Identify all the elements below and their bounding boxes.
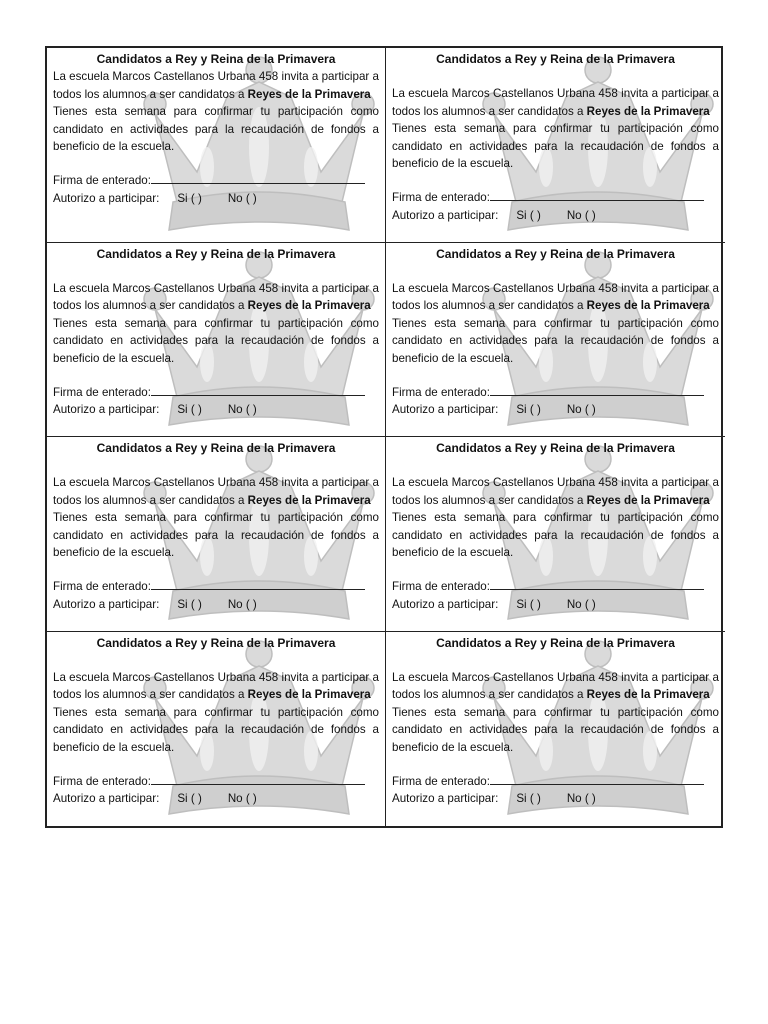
- invitation-card: [47, 632, 386, 827]
- invitation-card: [386, 437, 725, 632]
- yes-option[interactable]: Si ( ): [516, 792, 541, 806]
- yes-option[interactable]: Si ( ): [516, 403, 541, 417]
- no-option[interactable]: No ( ): [227, 597, 257, 611]
- card-body: La escuela Marcos Castellanos Urbana 458 invita a participar a todos los alumnos a ser candidatos a Reyes de la Primavera Tienes esta semana para confirmar tu participación como candidato en actividades para la recaudación de fondos a beneficio de la escuela.: [53, 70, 379, 154]
- yes-option[interactable]: Si ( ): [516, 597, 541, 611]
- no-option[interactable]: No ( ): [566, 597, 596, 611]
- no-option[interactable]: No ( ): [227, 792, 257, 806]
- card-title: Candidatos a Rey y Reina de la Primavera: [96, 635, 336, 650]
- signature-field[interactable]: Firma de enterado:: [53, 578, 379, 595]
- authorization-row: Autorizo a participar: Si ( ) No ( ): [53, 792, 257, 806]
- no-option[interactable]: No ( ): [227, 403, 257, 417]
- card-title: Candidatos a Rey y Reina de la Primavera: [436, 246, 675, 261]
- signature-field[interactable]: Firma de enterado:: [392, 578, 719, 595]
- invitation-card: [47, 48, 386, 243]
- no-option[interactable]: No ( ): [227, 191, 257, 205]
- card-body: La escuela Marcos Castellanos Urbana 458 invita a participar a todos los alumnos a ser candidatos a Reyes de la Primavera Tienes esta semana para confirmar tu participación como candidato en actividades para la recaudación de fondos a beneficio de la escuela.: [392, 281, 719, 365]
- card-body: La escuela Marcos Castellanos Urbana 458 invita a participar a todos los alumnos a ser candidatos a Reyes de la Primavera Tienes esta semana para confirmar tu participación como candidato en actividades para la recaudación de fondos a beneficio de la escuela.: [53, 670, 379, 754]
- yes-option[interactable]: Si ( ): [177, 597, 202, 611]
- authorization-row: Autorizo a participar: Si ( ) No ( ): [392, 792, 596, 806]
- invitation-card: [47, 243, 386, 438]
- card-title: Candidatos a Rey y Reina de la Primavera: [436, 52, 675, 66]
- signature-field[interactable]: Firma de enterado:: [53, 384, 379, 401]
- invitation-card: [386, 632, 725, 827]
- card-title: Candidatos a Rey y Reina de la Primavera: [436, 441, 675, 455]
- authorization-row: Autorizo a participar: Si ( ) No ( ): [392, 597, 596, 611]
- signature-field[interactable]: Firma de enterado:: [392, 189, 719, 206]
- no-option[interactable]: No ( ): [566, 208, 596, 222]
- yes-option[interactable]: Si ( ): [177, 191, 202, 205]
- card-body: La escuela Marcos Castellanos Urbana 458 invita a participar a todos los alumnos a ser candidatos a Reyes de la Primavera Tienes esta semana para confirmar tu participación como candidato en actividades para la recaudación de fondos a beneficio de la escuela.: [53, 476, 379, 560]
- yes-option[interactable]: Si ( ): [177, 403, 202, 417]
- yes-option[interactable]: Si ( ): [516, 208, 541, 222]
- authorization-row: Autorizo a participar: Si ( ) No ( ): [392, 403, 596, 417]
- signature-field[interactable]: Firma de enterado:: [392, 384, 719, 401]
- card-title: Candidatos a Rey y Reina de la Primavera: [96, 441, 336, 455]
- card-body: La escuela Marcos Castellanos Urbana 458 invita a participar a todos los alumnos a ser candidatos a Reyes de la Primavera Tienes esta semana para confirmar tu participación como candidato en actividades para la recaudación de fondos a beneficio de la escuela.: [392, 87, 719, 171]
- yes-option[interactable]: Si ( ): [177, 792, 202, 806]
- authorization-row: Autorizo a participar: Si ( ) No ( ): [53, 403, 257, 417]
- no-option[interactable]: No ( ): [566, 403, 596, 417]
- no-option[interactable]: No ( ): [566, 792, 596, 806]
- invitation-card: [386, 48, 725, 243]
- signature-field[interactable]: Firma de enterado:: [53, 172, 379, 189]
- signature-field[interactable]: Firma de enterado:: [53, 773, 379, 790]
- authorization-row: Autorizo a participar: Si ( ) No ( ): [392, 208, 596, 222]
- card-body: La escuela Marcos Castellanos Urbana 458 invita a participar a todos los alumnos a ser candidatos a Reyes de la Primavera Tienes esta semana para confirmar tu participación como candidato en actividades para la recaudación de fondos a beneficio de la escuela.: [53, 281, 379, 365]
- invitation-card: [47, 437, 386, 632]
- invitation-card: [386, 243, 725, 438]
- signature-field[interactable]: Firma de enterado:: [392, 773, 719, 790]
- card-body: La escuela Marcos Castellanos Urbana 458 invita a participar a todos los alumnos a ser candidatos a Reyes de la Primavera Tienes esta semana para confirmar tu participación como candidato en actividades para la recaudación de fondos a beneficio de la escuela.: [392, 670, 719, 754]
- invitation-sheet: [45, 46, 723, 828]
- card-body: La escuela Marcos Castellanos Urbana 458 invita a participar a todos los alumnos a ser candidatos a Reyes de la Primavera Tienes esta semana para confirmar tu participación como candidato en actividades para la recaudación de fondos a beneficio de la escuela.: [392, 476, 719, 560]
- authorization-row: Autorizo a participar: Si ( ) No ( ): [53, 597, 257, 611]
- card-title: Candidatos a Rey y Reina de la Primavera: [96, 52, 336, 66]
- card-title: Candidatos a Rey y Reina de la Primavera: [436, 635, 675, 650]
- authorization-row: Autorizo a participar: Si ( ) No ( ): [53, 191, 257, 205]
- card-title: Candidatos a Rey y Reina de la Primavera: [96, 246, 336, 261]
